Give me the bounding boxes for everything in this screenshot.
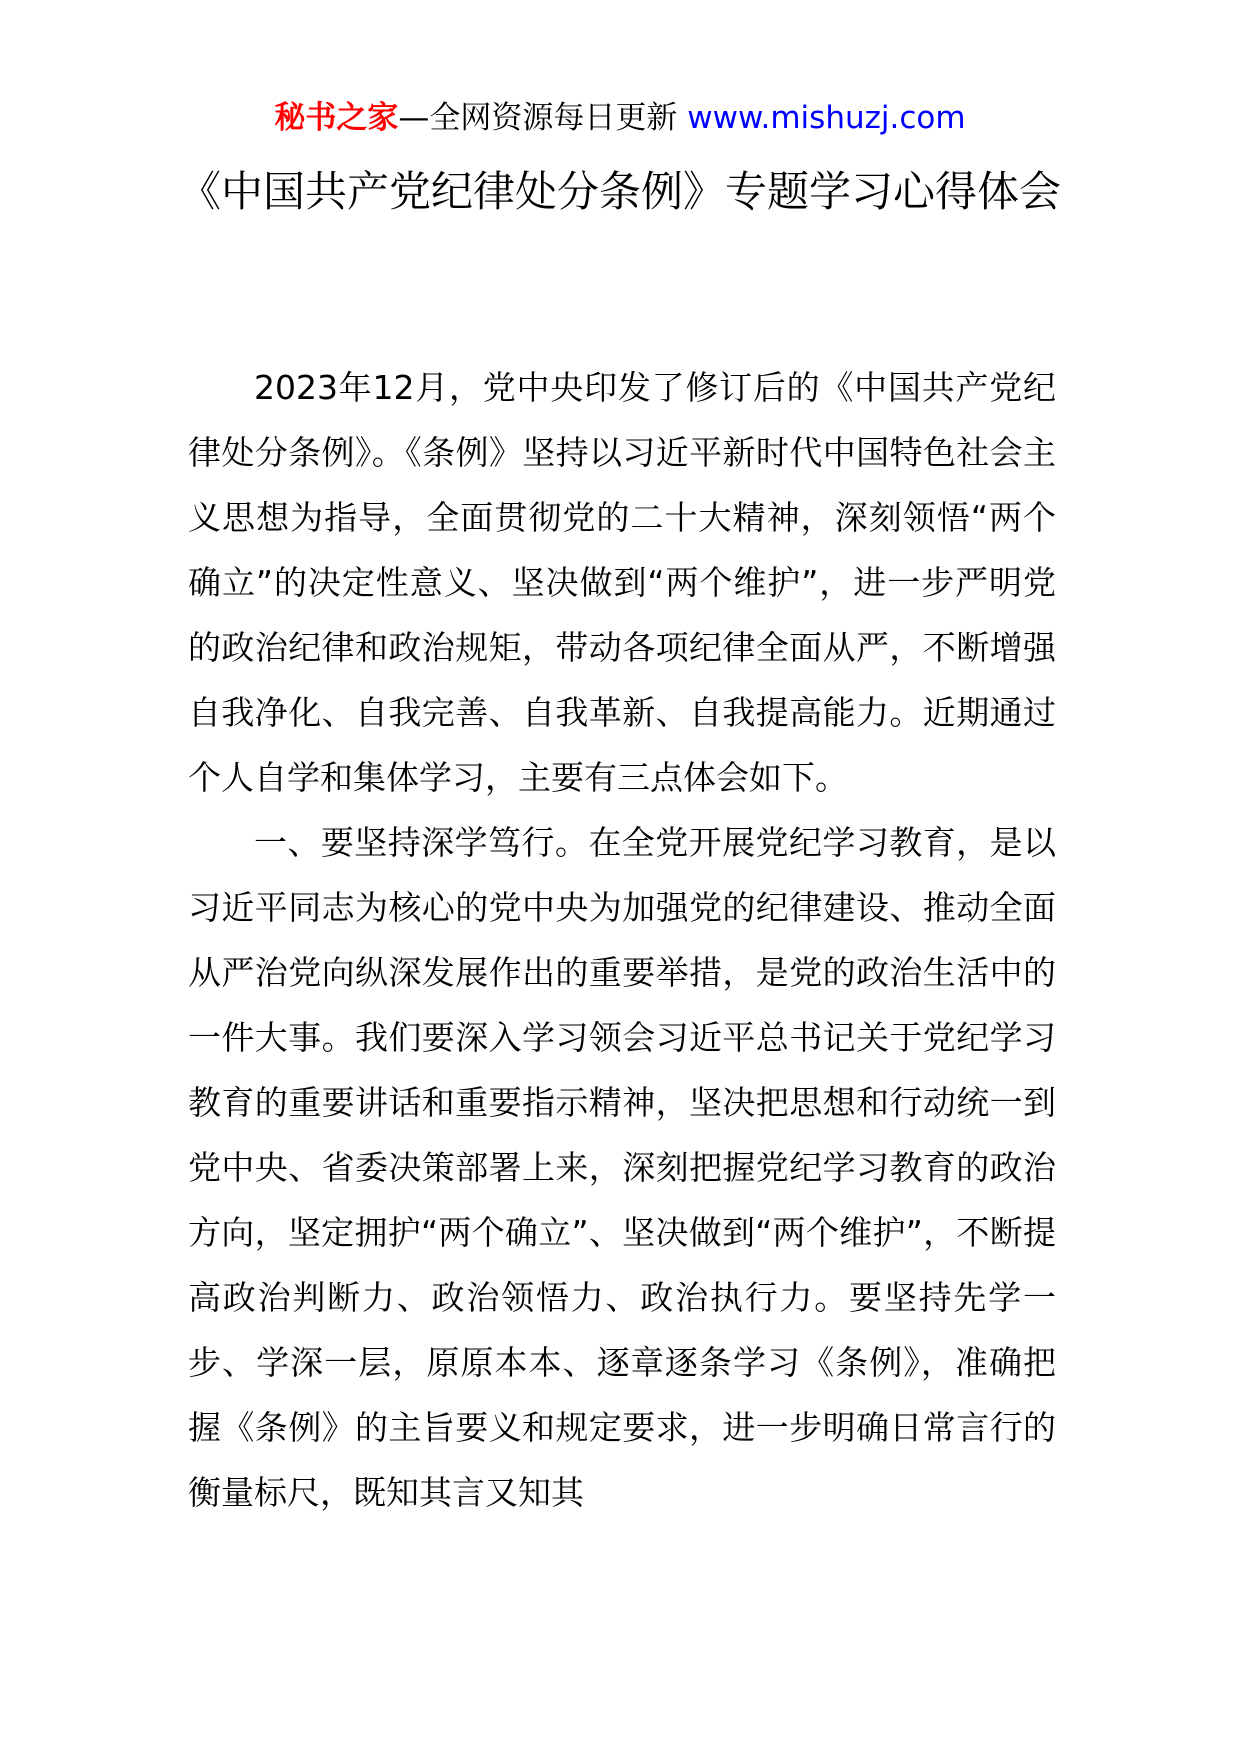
brand-name: 秘书之家 bbox=[274, 100, 399, 136]
watermark-header bbox=[0, 98, 1240, 138]
site-link[interactable]: www.mishuzj.com bbox=[687, 100, 966, 136]
paragraph-intro: 2023年12月，党中央印发了修订后的《中国共产党纪律处分条例》。《条例》坚持以习近平新时代中国特色社会主义思想为指导，全面贯彻党的二十大精神，深刻领悟“两个确立”的决定性意义、坚决做到“两个维护”，进一步严明党的政治纪律和政治规矩，带动各项纪律全面从严，不断增强自我净化、自我完善、自我革新、自我提高能力。近期通过个人自学和集体学习，主要有三点体会如下。 bbox=[188, 368, 1056, 797]
document-body bbox=[188, 355, 1056, 1525]
paragraph-section-one: 一、要坚持深学笃行。在全党开展党纪学习教育，是以习近平同志为核心的党中央为加强党的纪律建设、推动全面从严治党向纵深发展作出的重要举措，是党的政治生活中的一件大事。我们要深入学习领会习近平总书记关于党纪学习教育的重要讲话和重要指示精神，坚决把思想和行动统一到党中央、省委决策部署上来，深刻把握党纪学习教育的政治方向，坚定拥护“两个确立”、坚决做到“两个维护”，不断提高政治判断力、政治领悟力、政治执行力。要坚持先学一步、学深一层，原原本本、逐章逐条学习《条例》，准确把握《条例》的主旨要义和规定要求，进一步明确日常言行的衡量标尺，既知其言又知其 bbox=[188, 823, 1056, 1512]
document-title: 《中国共产党纪律处分条例》专题学习心得体会 bbox=[178, 167, 1061, 216]
header-slogan: —全网资源每日更新 bbox=[398, 100, 678, 136]
